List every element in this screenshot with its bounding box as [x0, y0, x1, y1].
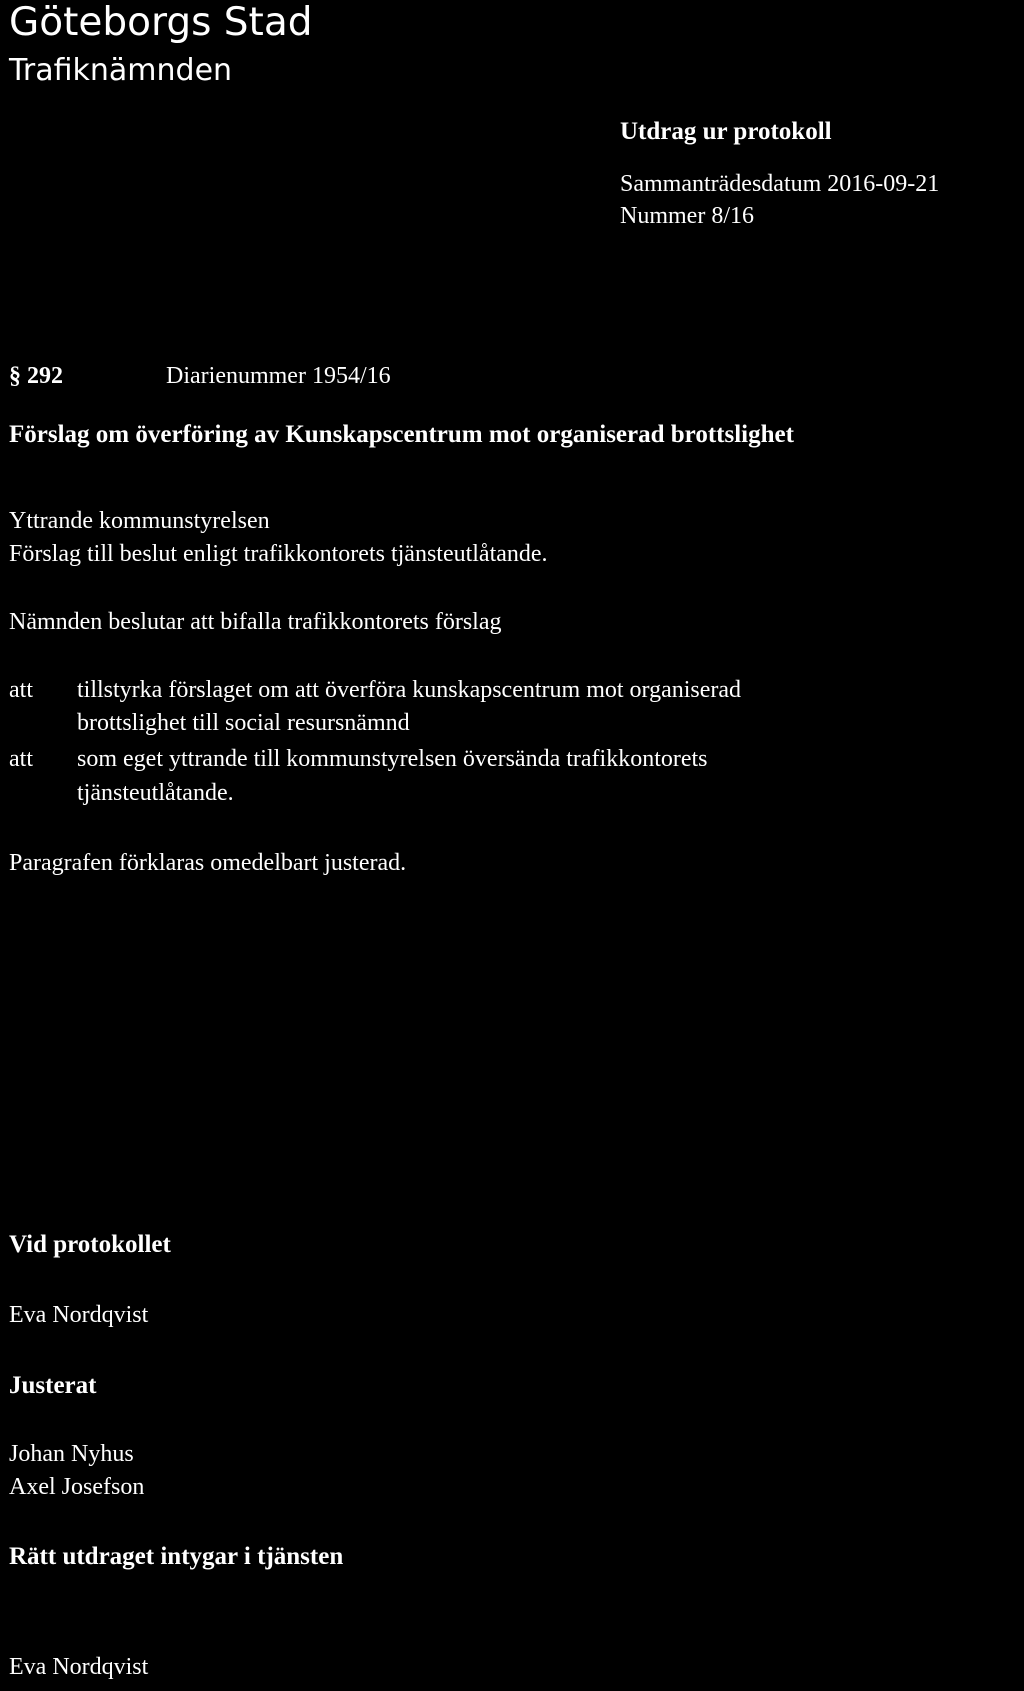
certification-heading: Rätt utdraget intygar i tjänsten [9, 1543, 344, 1570]
protocol-number: Nummer 8/16 [620, 203, 754, 229]
justerat-heading: Justerat [9, 1372, 97, 1399]
organization-name: Göteborgs Stad [9, 0, 313, 45]
certifier-name: Eva Nordqvist [9, 1654, 149, 1680]
final-statement: Paragrafen förklaras omedelbart justerad. [9, 850, 407, 876]
att-item-text: som eget yttrande till kommunstyrelsen översända trafikkontorets [77, 746, 708, 772]
body-line: Förslag till beslut enligt trafikkontorets tjänsteutlåtande. [9, 541, 548, 567]
body-line: Yttrande kommunstyrelsen [9, 508, 270, 534]
att-item-text: brottslighet till social resursnämnd [77, 710, 410, 736]
att-item-text: tillstyrka förslaget om att överföra kunskapscentrum mot organiserad [77, 677, 742, 703]
decision-intro: Nämnden beslutar att bifalla trafikkontorets förslag [9, 609, 502, 635]
adjuster-name: Johan Nyhus [9, 1441, 134, 1467]
vid-protokollet-heading: Vid protokollet [9, 1231, 171, 1258]
att-item-text: tjänsteutlåtande. [77, 780, 234, 806]
department-name: Trafiknämnden [9, 53, 233, 88]
adjuster-name: Axel Josefson [9, 1474, 145, 1500]
case-title: Förslag om överföring av Kunskapscentrum mot organiserad brottslighet [9, 421, 794, 448]
diary-number: Diarienummer 1954/16 [166, 363, 391, 389]
document-type-heading: Utdrag ur protokoll [620, 118, 832, 145]
att-label: att [9, 677, 33, 703]
paragraph-number: § 292 [9, 363, 63, 389]
att-label: att [9, 746, 33, 772]
secretary-name: Eva Nordqvist [9, 1302, 149, 1328]
meeting-date: Sammanträdesdatum 2016-09-21 [620, 171, 940, 197]
